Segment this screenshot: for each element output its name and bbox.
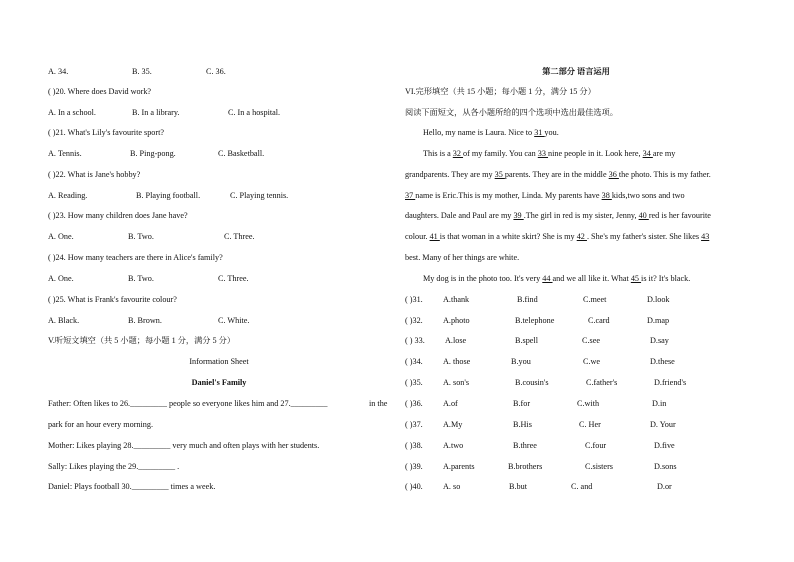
option-c: C. Three.	[224, 232, 255, 241]
question-number: ( )32.	[405, 316, 423, 325]
option-b: B.you	[511, 357, 531, 366]
passage-text: and we all like it. What	[552, 274, 631, 283]
option-d: D.in	[652, 399, 667, 408]
passage-line: best. Many of her things are white.	[405, 253, 520, 262]
blank-35: 35	[494, 170, 505, 179]
question-number: ( )34.	[405, 357, 423, 366]
question-stem: ( )21. What's Lily's favourite sport?	[48, 128, 165, 137]
option-a: A.two	[443, 441, 464, 450]
option-b: B.but	[509, 482, 527, 491]
blank-26: _________	[130, 399, 167, 408]
option-b: B.telephone	[515, 316, 555, 325]
blank-37: 37	[405, 191, 416, 200]
question-number: ( )35.	[405, 378, 423, 387]
father-line-2: park for an hour every morning.	[48, 420, 154, 429]
option-a: A. so	[443, 482, 461, 491]
blank-28: _________	[133, 441, 171, 450]
option-d: D.map	[647, 316, 670, 325]
option-a: A. Tennis.	[48, 149, 82, 158]
passage-line	[405, 191, 747, 201]
daniel-text-a: Daniel: Plays football 30.	[48, 482, 132, 491]
option-c: C.meet	[583, 295, 607, 304]
option-c: C.father's	[586, 378, 618, 387]
passage-text: . She's my father's sister. She likes	[586, 232, 702, 241]
passage-text: .The girl in red is my sister, Jenny,	[523, 211, 639, 220]
mother-text-b: very much and often plays with her students.	[172, 441, 320, 450]
section-title: VI.完形填空（共 15 小题；每小题 1 分，满分 15 分）	[405, 87, 596, 96]
blank-38: 38	[601, 191, 612, 200]
option-a: A.My	[443, 420, 463, 429]
question-number: ( )38.	[405, 441, 423, 450]
blank-39: 39	[513, 211, 524, 220]
option-d: D.look	[647, 295, 670, 304]
option-c: C. Playing tennis.	[230, 191, 289, 200]
passage-text: kids,two sons and two	[611, 191, 685, 200]
blank-34: 34	[642, 149, 653, 158]
daniel-text-b: times a week.	[170, 482, 216, 491]
passage-text: the photo. This is my father.	[618, 170, 711, 179]
option-c: C.card	[588, 316, 610, 325]
blank-40: 40	[638, 211, 649, 220]
blank-27: _________	[290, 399, 328, 408]
option-a: A.thank	[443, 295, 470, 304]
option-a: A. One.	[48, 232, 74, 241]
question-number: ( )31.	[405, 295, 423, 304]
passage-text: My dog is in the photo too. It's very	[423, 274, 543, 283]
option-c: C. and	[571, 482, 593, 491]
question-number: ( )37.	[405, 420, 423, 429]
passage-text: daughters. Dale and Paul are my	[405, 211, 514, 220]
option-d: D.five	[654, 441, 675, 450]
blank-31: 31	[534, 128, 545, 137]
passage-text: This is a	[423, 149, 453, 158]
father-text-a: Father: Often likes to 26.	[48, 399, 131, 408]
option-c: C.four	[585, 441, 607, 450]
passage-text: is that woman in a white skirt? She is my	[439, 232, 577, 241]
sally-line	[48, 462, 179, 472]
passage-text: name is Eric.This is my mother, Linda. My parents have	[415, 191, 602, 200]
option-b: B.cousin's	[515, 378, 549, 387]
option-b: B.His	[513, 420, 532, 429]
section-title: V.听短文填空（共 5 小题；每小题 1 分，满分 5 分）	[48, 336, 236, 345]
question-stem: ( )24. How many teachers are there in Alice's family?	[48, 253, 223, 262]
part-title: 第二部分 语言运用	[542, 67, 610, 76]
passage-text: of my family. You can	[463, 149, 538, 158]
option-a: A. One.	[48, 274, 74, 283]
passage-text: grandparents. They are my	[405, 170, 495, 179]
option-b: B. Playing football.	[136, 191, 201, 200]
option-a: A. Black.	[48, 316, 80, 325]
option-a: A. 34.	[48, 67, 69, 76]
option-b: B. Ping-pong.	[130, 149, 176, 158]
option-b: B. Brown.	[128, 316, 162, 325]
blank-30: _________	[131, 482, 169, 491]
option-c: C.we	[583, 357, 601, 366]
option-c: C.with	[577, 399, 600, 408]
question-number: ( )39.	[405, 462, 423, 471]
passage-text: is it? It's black.	[641, 274, 691, 283]
father-text-c: in the	[369, 399, 388, 408]
option-a: A. son's	[443, 378, 470, 387]
option-a: A.photo	[443, 316, 470, 325]
father-line	[48, 399, 388, 409]
blank-32: 32	[452, 149, 464, 158]
passage-line	[423, 128, 559, 138]
daniel-line	[48, 482, 215, 492]
sally-text-b: .	[177, 462, 180, 471]
question-stem: ( )22. What is Jane's hobby?	[48, 170, 141, 179]
question-stem: ( )20. Where does David work?	[48, 87, 152, 96]
option-b: B.spell	[515, 336, 538, 345]
option-a: A. those	[443, 357, 471, 366]
option-c: C. Her	[579, 420, 601, 429]
option-d: D.say	[650, 336, 669, 345]
option-a: A.parents	[443, 462, 475, 471]
blank-36: 36	[608, 170, 619, 179]
passage-line	[405, 211, 747, 221]
blank-43: 43	[701, 232, 710, 241]
blank-42: 42	[576, 232, 587, 241]
passage-text: red is her favourite	[648, 211, 711, 220]
blank-45: 45	[630, 274, 642, 283]
blank-29: _________	[138, 462, 176, 471]
question-number: ( )36.	[405, 399, 423, 408]
option-d: D.friend's	[654, 378, 687, 387]
option-b: B. 35.	[132, 67, 152, 76]
father-text-b: people so everyone likes him and 27.	[168, 399, 291, 408]
option-c: C. Basketball.	[218, 149, 265, 158]
option-b: B. In a library.	[132, 108, 180, 117]
question-stem: ( )25. What is Frank's favourite colour?	[48, 295, 177, 304]
option-b: B.find	[517, 295, 538, 304]
option-c: C. Three.	[218, 274, 249, 283]
passage-text: Hello, my name is Laura. Nice to	[423, 128, 535, 137]
sally-text-a: Sally: Likes playing the 29.	[48, 462, 139, 471]
passage-text: nine people in it. Look here,	[548, 149, 643, 158]
question-number: ( ) 33.	[405, 336, 425, 345]
info-sheet-title: Information Sheet	[189, 357, 249, 366]
passage-text: colour.	[405, 232, 430, 241]
mother-line	[48, 441, 319, 451]
option-b: B.brothers	[508, 462, 543, 471]
passage-text: parents. They are in the middle	[504, 170, 609, 179]
option-c: C.sisters	[585, 462, 613, 471]
passage-line	[423, 274, 690, 284]
option-c: C. White.	[218, 316, 250, 325]
passage-line	[423, 149, 747, 159]
option-a: A.lose	[445, 336, 467, 345]
option-b: B. Two.	[128, 274, 154, 283]
instruction: 阅读下面短文，从各小题所给的四个选项中选出最佳选项。	[405, 108, 618, 117]
option-d: D.or	[657, 482, 672, 491]
option-d: D.these	[650, 357, 675, 366]
mother-text-a: Mother: Likes playing 28.	[48, 441, 134, 450]
option-d: D. Your	[650, 420, 676, 429]
option-a: A.of	[443, 399, 458, 408]
option-a: A. Reading.	[48, 191, 88, 200]
question-number: ( )40.	[405, 482, 423, 491]
option-b: B. Two.	[128, 232, 154, 241]
option-b: B.three	[513, 441, 537, 450]
passage-line	[405, 232, 747, 242]
option-c: C. In a hospital.	[228, 108, 281, 117]
blank-33: 33	[537, 149, 549, 158]
option-d: D.sons	[654, 462, 677, 471]
blank-44: 44	[542, 274, 553, 283]
passage-line	[405, 170, 747, 180]
blank-41: 41	[429, 232, 440, 241]
option-c: C.see	[582, 336, 600, 345]
option-c: C. 36.	[206, 67, 226, 76]
passage-text: are my	[652, 149, 676, 158]
option-b: B.for	[513, 399, 531, 408]
family-title: Daniel's Family	[191, 378, 247, 387]
question-stem: ( )23. How many children does Jane have?	[48, 211, 188, 220]
passage-text: you.	[544, 128, 559, 137]
option-a: A. In a school.	[48, 108, 96, 117]
